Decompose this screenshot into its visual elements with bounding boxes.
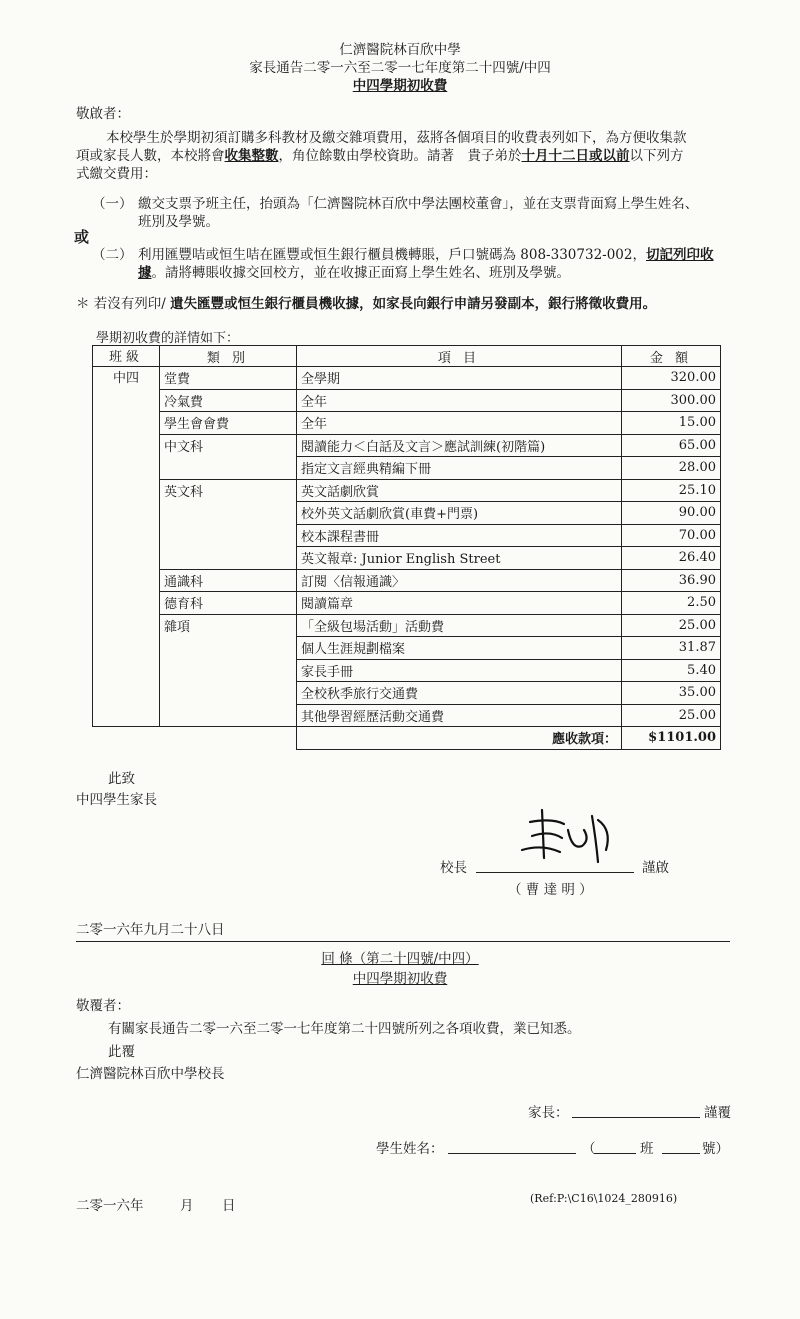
intro-text-b: ，角位餘數由學校資助。請著 貴子弟於 <box>278 148 522 164</box>
table-row <box>93 704 721 727</box>
amount-cell: 90.00 <box>622 502 721 525</box>
ci-zhi: 此致 <box>108 771 135 787</box>
amount-cell: 25.10 <box>622 479 721 502</box>
intro-text-c: 以下列方 <box>629 148 684 164</box>
item-cell: 全年 <box>297 389 622 412</box>
table-row <box>93 502 721 525</box>
intro-deadline: 十月十二日或以前 <box>521 148 630 164</box>
class-label: 班 <box>640 1141 654 1157</box>
option-one-label: （一） <box>92 196 133 212</box>
intro-line-1: 本校學生於學期初須訂購多科教材及繳交雜項費用，茲將各個項目的收費表列如下，為方便收集款 <box>106 130 687 146</box>
amount-cell: 15.00 <box>622 412 721 435</box>
amount-cell: 31.87 <box>622 637 721 660</box>
item-cell: 家長手冊 <box>297 659 622 682</box>
table-row <box>93 389 721 412</box>
note-text-a: 若沒有列印/ <box>93 296 166 312</box>
table-row <box>93 682 721 705</box>
notice-subject: 中四學期初收費 <box>352 78 448 94</box>
amount-cell: 300.00 <box>622 389 721 412</box>
item-cell: 其他學習經歷活動交通費 <box>297 704 622 727</box>
category-cell: 德育科 <box>160 592 297 615</box>
reply-date-day: 日 <box>222 1198 236 1214</box>
option-two-line-1 <box>138 243 713 263</box>
item-cell: 閱讀能力＜白話及文言＞應試訓練(初階篇) <box>297 434 622 457</box>
number-label: 號） <box>702 1141 729 1157</box>
amount-cell: 25.00 <box>622 614 721 637</box>
table-row <box>93 659 721 682</box>
table-row <box>93 524 721 547</box>
intro-line-2 <box>76 144 684 164</box>
table-row <box>93 547 721 570</box>
reply-ci-fu: 此覆 <box>108 1044 135 1060</box>
reference-code: (Ref:P:\C16\1024_280916) <box>530 1192 678 1205</box>
table-row <box>93 592 721 615</box>
amount-cell: 28.00 <box>622 457 721 480</box>
principal-name: （ 曹 達 明 ） <box>508 882 593 898</box>
table-header-row <box>93 346 721 367</box>
item-cell: 閱讀篇章 <box>297 592 622 615</box>
notice-date: 二零一六年九月二十八日 <box>76 922 225 938</box>
intro-line-3: 式繳交費用： <box>76 166 157 182</box>
parent-label: 家長： <box>528 1105 569 1121</box>
table-row <box>93 457 721 480</box>
table-row <box>93 479 721 502</box>
reply-body: 有關家長通告二零一六至二零一七年度第二十四號所列之各項收費，業已知悉。 <box>108 1021 581 1037</box>
category-cell: 冷氣費 <box>160 389 297 412</box>
option-two-label: （二） <box>92 247 133 263</box>
total-blank-cell <box>93 727 297 750</box>
amount-cell: 36.90 <box>622 569 721 592</box>
category-cell <box>160 547 297 570</box>
table-caption: 學期初收費的詳情如下： <box>96 331 240 346</box>
category-cell: 學生會會費 <box>160 412 297 435</box>
header-category: 類 別 <box>160 346 297 367</box>
tear-off-divider <box>76 941 730 942</box>
category-cell <box>160 524 297 547</box>
option-two-receipt-end: 據 <box>138 265 152 281</box>
school-name: 仁濟醫院林百欣中學 <box>339 42 461 58</box>
amount-cell: 65.00 <box>622 434 721 457</box>
or-label: 或 <box>74 228 90 246</box>
student-number-field[interactable] <box>662 1153 700 1154</box>
item-cell: 訂閱〈信報通識〉 <box>297 569 622 592</box>
note-star: ＊ <box>76 296 90 312</box>
reply-date-year: 二零一六年 <box>76 1198 144 1214</box>
option-two-text-a: 利用匯豐咭或恒生咭在匯豐或恒生銀行櫃員機轉賬，戶口號碼為 808-330732-002， <box>138 247 646 263</box>
option-two-text-b: 。請將轉賬收據交回校方，並在收據正面寫上學生姓名、班別及學號。 <box>151 265 570 281</box>
fees-table <box>92 345 721 750</box>
amount-cell: 35.00 <box>622 682 721 705</box>
student-name-label: 學生姓名： <box>376 1141 444 1157</box>
item-cell: 指定文言經典精編下冊 <box>297 457 622 480</box>
category-cell <box>160 637 297 660</box>
student-name-field[interactable] <box>448 1153 576 1154</box>
notice-number: 家長通告二零一六至二零一七年度第二十四號/中四 <box>249 60 551 76</box>
item-cell: 全學期 <box>297 367 622 390</box>
amount-cell: 2.50 <box>622 592 721 615</box>
reply-addressee: 仁濟醫院林百欣中學校長 <box>76 1066 225 1082</box>
option-one-line-1: 繳交支票予班主任，抬頭為「仁濟醫院林百欣中學法團校董會」，並在支票背面寫上學生姓名、 <box>138 196 699 212</box>
amount-cell: 5.40 <box>622 659 721 682</box>
table-row <box>93 367 721 390</box>
table-row <box>93 412 721 435</box>
reply-date-month: 月 <box>180 1198 194 1214</box>
total-row <box>93 727 721 750</box>
intro-text-a: 項或家長人數，本校將會 <box>76 148 225 164</box>
reply-salutation: 敬覆者： <box>76 998 130 1014</box>
item-cell: 個人生涯規劃檔案 <box>297 637 622 660</box>
category-cell <box>160 704 297 727</box>
option-two-print-receipt: 切記列印收 <box>645 247 714 263</box>
reply-subject: 中四學期初收費 <box>352 971 448 987</box>
note-line <box>76 292 656 312</box>
table-row <box>93 434 721 457</box>
addressee: 中四學生家長 <box>76 792 157 808</box>
reply-title: 回 條（第二十四號/中四） <box>321 951 479 967</box>
salutation: 敬啟者： <box>76 106 130 122</box>
jin-fu: 謹覆 <box>704 1105 731 1121</box>
category-cell <box>160 502 297 525</box>
header-amount: 金 額 <box>622 346 721 367</box>
amount-cell: 320.00 <box>622 367 721 390</box>
amount-cell: 25.00 <box>622 704 721 727</box>
table-row <box>93 569 721 592</box>
principal-signature <box>512 800 632 870</box>
amount-cell: 70.00 <box>622 524 721 547</box>
principal-label: 校長 <box>440 860 467 876</box>
jin-qi: 謹啟 <box>642 860 669 876</box>
category-cell: 英文科 <box>160 479 297 502</box>
item-cell: 英文話劇欣賞 <box>297 479 622 502</box>
item-cell: 英文報章: Junior English Street <box>297 547 622 570</box>
intro-bold-whole-number: 收集整數 <box>224 148 279 164</box>
category-cell <box>160 659 297 682</box>
class-cell: 中四 <box>93 367 160 727</box>
category-cell: 通識科 <box>160 569 297 592</box>
parent-signature-field[interactable] <box>572 1117 700 1118</box>
item-cell: 校外英文話劇欣賞(車費+門票) <box>297 502 622 525</box>
option-two-line-2 <box>138 261 570 281</box>
item-cell: 校本課程書冊 <box>297 524 622 547</box>
category-cell: 堂費 <box>160 367 297 390</box>
signature-line <box>476 872 634 873</box>
table-row <box>93 637 721 660</box>
header-item: 項 目 <box>297 346 622 367</box>
option-one-line-2: 班別及學號。 <box>138 214 219 230</box>
item-cell: 全年 <box>297 412 622 435</box>
item-cell: 全校秋季旅行交通費 <box>297 682 622 705</box>
category-cell: 雜項 <box>160 614 297 637</box>
total-label: 應收款項： <box>297 727 622 750</box>
category-cell <box>160 682 297 705</box>
table-row <box>93 614 721 637</box>
header-class: 班級 <box>93 346 160 367</box>
class-open-paren: （ <box>582 1141 596 1157</box>
note-text-b: 遺失匯豐或恒生銀行櫃員機收據，如家長向銀行申請另發副本，銀行將徵收費用。 <box>170 296 657 312</box>
category-cell: 中文科 <box>160 434 297 457</box>
category-cell <box>160 457 297 480</box>
class-field[interactable] <box>594 1153 636 1154</box>
total-amount: $1101.00 <box>622 727 721 750</box>
item-cell: 「全級包場活動」活動費 <box>297 614 622 637</box>
amount-cell: 26.40 <box>622 547 721 570</box>
